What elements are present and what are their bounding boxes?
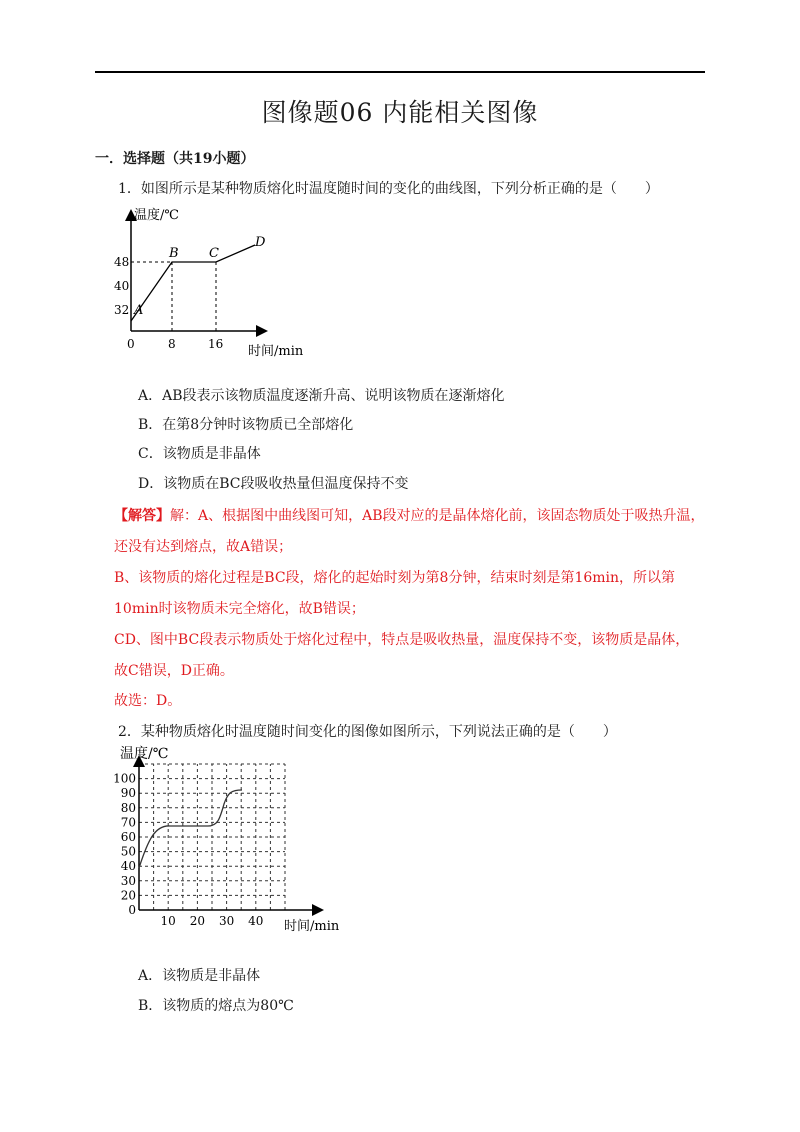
- header-rule: [95, 71, 705, 73]
- q2-xlabel: 时间/min: [284, 919, 340, 934]
- q1-point-a: A: [134, 303, 144, 318]
- q2-xtick: 20: [189, 914, 206, 928]
- q1-ytick: 48: [114, 255, 130, 269]
- q1-answer-line-2: 还没有达到熔点，故A错误；: [114, 539, 293, 555]
- q1-curve: [131, 245, 255, 321]
- q1-answer-line-3: B、该物质的熔化过程是BC段，熔化的起始时刻为第8分钟，结束时刻是第16min，所以第: [114, 570, 676, 586]
- q1-ylabel: 温度/℃: [134, 208, 179, 223]
- q2-ytick: 30: [120, 873, 136, 888]
- answer-text: 解：A、根据图中曲线图可知，AB段对应的是晶体熔化前，该固态物质处于吸热升温，: [170, 508, 705, 524]
- q2-ytick: 0: [128, 903, 136, 917]
- q2-ytick: 60: [120, 830, 136, 844]
- q1-xtick: 8: [168, 337, 176, 351]
- q2-option-a: A．该物质是非晶体: [138, 968, 261, 984]
- q1-point-b: B: [169, 246, 179, 261]
- q2-option-b: B．该物质的熔点为80℃: [138, 998, 294, 1014]
- q1-point-c: C: [209, 246, 219, 261]
- q1-answer-line-6: 故C错误，D正确。: [114, 663, 234, 679]
- page-title: 图像题06 内能相关图像: [261, 98, 539, 127]
- q2-xtick: 40: [248, 914, 264, 928]
- q1-xlabel: 时间/min: [248, 344, 304, 359]
- q2-ylabel: 温度/℃: [120, 746, 169, 762]
- q1-ytick: 32: [114, 303, 130, 317]
- section-heading: 一．选择题（共19小题）: [95, 151, 255, 167]
- question-1-stem: 1．如图所示是某种物质熔化时温度随时间的变化的曲线图，下列分析正确的是（ ）: [118, 181, 659, 197]
- q2-xtick: 30: [218, 914, 235, 928]
- question-1-chart: [110, 200, 340, 365]
- q2-ytick: 90: [120, 786, 136, 801]
- q1-option-a: A．AB段表示该物质温度逐渐升高、说明该物质在逐渐熔化: [138, 388, 505, 404]
- q2-ytick: 50: [120, 844, 136, 859]
- q2-xticks: [161, 914, 264, 928]
- q1-answer-line-4: 10min时该物质未完全熔化，故B错误；: [114, 601, 365, 617]
- q2-ytick: 20: [120, 888, 136, 903]
- q2-ytick: 80: [120, 800, 136, 815]
- q1-answer-line-7: 故选：D。: [114, 693, 182, 709]
- q2-ytick: 100: [113, 771, 136, 786]
- q2-xtick: 10: [160, 914, 176, 928]
- q2-grid: [139, 764, 285, 910]
- q1-xtick: 16: [208, 337, 224, 351]
- q1-ytick: 40: [114, 279, 130, 293]
- q1-xtick: 0: [127, 337, 135, 351]
- q2-yticks: [113, 772, 136, 917]
- question-2-stem: 2．某种物质熔化时温度随时间变化的图像如图所示，下列说法正确的是（ ）: [118, 724, 617, 740]
- q1-option-c: C．该物质是非晶体: [138, 446, 261, 462]
- q1-option-b: B．在第8分钟时该物质已全部熔化: [138, 417, 354, 433]
- q1-answer-line-1: [114, 505, 705, 525]
- q1-option-d: D．该物质在BC段吸收热量但温度保持不变: [138, 476, 409, 492]
- q1-point-d: D: [255, 235, 266, 250]
- q2-ytick: 70: [120, 815, 136, 830]
- q2-ytick: 40: [120, 859, 136, 874]
- question-2-chart: [108, 740, 358, 940]
- q1-answer-line-5: CD、图中BC段表示物质处于熔化过程中，特点是吸收热量，温度保持不变，该物质是晶体，: [114, 632, 690, 648]
- answer-tag: 【解答】: [114, 508, 170, 524]
